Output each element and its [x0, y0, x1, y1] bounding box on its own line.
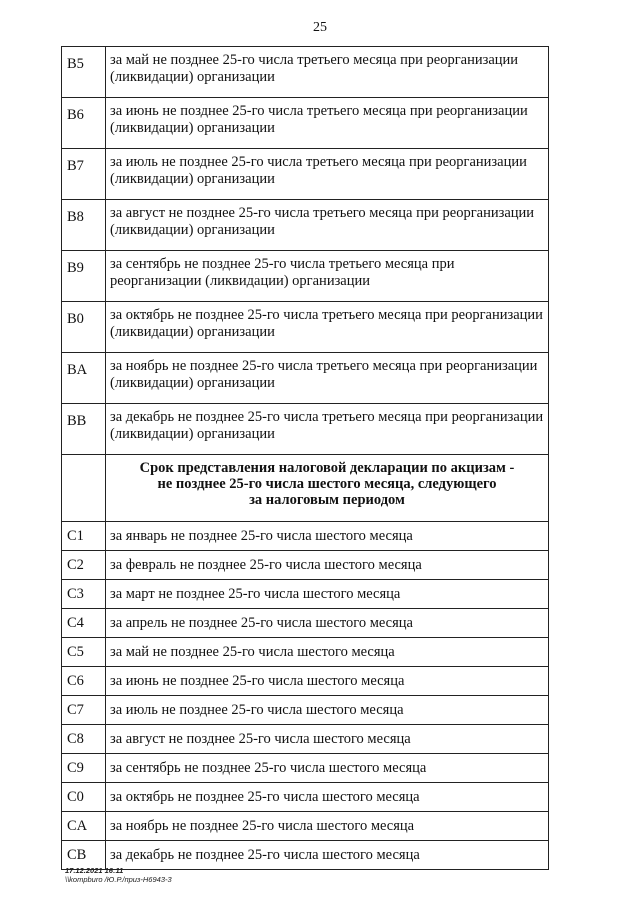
period-description-cell: за февраль не позднее 25-го числа шестого месяца [106, 551, 549, 580]
period-code-cell: B8 [62, 200, 106, 251]
table-row [62, 696, 549, 725]
period-code-cell: C6 [62, 667, 106, 696]
period-code-cell: B5 [62, 47, 106, 98]
period-code-cell: C4 [62, 609, 106, 638]
page-number: 25 [313, 20, 327, 35]
period-code-cell: B0 [62, 302, 106, 353]
footer-timestamp: 17.12.2021 16:11 [65, 866, 124, 875]
footer-document-id: \\kompburo /Ю.Р./приз-Н6943-3 [65, 875, 172, 884]
table-row [62, 667, 549, 696]
period-description-cell: за июнь не позднее 25-го числа третьего месяца при реорганизации (ликвидации) организации [106, 98, 549, 149]
period-description-cell: за ноябрь не позднее 25-го числа третьего месяца при реорганизации (ликвидации) организации [106, 353, 549, 404]
period-code-cell: CB [62, 841, 106, 870]
group-b-rows [62, 47, 549, 455]
period-description-cell: за май не позднее 25-го числа третьего месяца при реорганизации (ликвидации) организации [106, 47, 549, 98]
period-code-cell: B6 [62, 98, 106, 149]
table-row [62, 609, 549, 638]
section-heading-line3: за налоговым периодом [249, 492, 405, 508]
period-code-cell: C2 [62, 551, 106, 580]
period-code-cell: BA [62, 353, 106, 404]
section-heading [106, 455, 549, 522]
period-description-cell: за январь не позднее 25-го числа шестого месяца [106, 522, 549, 551]
period-description-cell: за август не позднее 25-го числа шестого месяца [106, 725, 549, 754]
table-row [62, 302, 549, 353]
table-row [62, 149, 549, 200]
period-code-cell: B7 [62, 149, 106, 200]
period-description-cell: за декабрь не позднее 25-го числа шестого месяца [106, 841, 549, 870]
period-code-cell: BB [62, 404, 106, 455]
table-row [62, 551, 549, 580]
period-description-cell: за октябрь не позднее 25-го числа третьего месяца при реорганизации (ликвидации) организации [106, 302, 549, 353]
period-description-cell: за октябрь не позднее 25-го числа шестого месяца [106, 783, 549, 812]
period-description-cell: за ноябрь не позднее 25-го числа шестого месяца [106, 812, 549, 841]
period-description-cell: за апрель не позднее 25-го числа шестого месяца [106, 609, 549, 638]
table-row [62, 638, 549, 667]
table-row [62, 98, 549, 149]
table-row [62, 522, 549, 551]
table-row [62, 812, 549, 841]
section-heading-block [62, 455, 549, 522]
table-row [62, 47, 549, 98]
group-c-rows [62, 522, 549, 870]
table-row [62, 251, 549, 302]
period-code-cell: B9 [62, 251, 106, 302]
section-heading-line1: Срок представления налоговой декларации по акцизам - [139, 460, 515, 476]
period-description-cell: за август не позднее 25-го числа третьего месяца при реорганизации (ликвидации) организации [106, 200, 549, 251]
period-description-cell: за декабрь не позднее 25-го числа третьего месяца при реорганизации (ликвидации) организации [106, 404, 549, 455]
table-row [62, 725, 549, 754]
period-description-cell: за март не позднее 25-го числа шестого месяца [106, 580, 549, 609]
document-footer [65, 866, 172, 884]
period-code-cell: C3 [62, 580, 106, 609]
table-row [62, 353, 549, 404]
period-description-cell: за июнь не позднее 25-го числа шестого месяца [106, 667, 549, 696]
period-code-cell: C9 [62, 754, 106, 783]
period-description-cell: за сентябрь не позднее 25-го числа третьего месяца при реорганизации (ликвидации) организации [106, 251, 549, 302]
table-row [62, 783, 549, 812]
table-row [62, 580, 549, 609]
section-heading-row [62, 455, 549, 522]
period-description-cell: за июль не позднее 25-го числа шестого месяца [106, 696, 549, 725]
period-codes-table [61, 46, 549, 870]
period-description-cell: за май не позднее 25-го числа шестого месяца [106, 638, 549, 667]
period-code-cell: C0 [62, 783, 106, 812]
period-code-cell: C5 [62, 638, 106, 667]
period-description-cell: за сентябрь не позднее 25-го числа шестого месяца [106, 754, 549, 783]
period-description-cell: за июль не позднее 25-го числа третьего месяца при реорганизации (ликвидации) организации [106, 149, 549, 200]
table-row [62, 200, 549, 251]
table-row [62, 754, 549, 783]
period-code-cell: C1 [62, 522, 106, 551]
period-code-cell: C7 [62, 696, 106, 725]
section-heading-empty-cell [62, 455, 106, 522]
section-heading-line2: не позднее 25-го числа шестого месяца, следующего [157, 476, 497, 492]
period-code-cell: CA [62, 812, 106, 841]
table-row [62, 404, 549, 455]
period-code-cell: C8 [62, 725, 106, 754]
